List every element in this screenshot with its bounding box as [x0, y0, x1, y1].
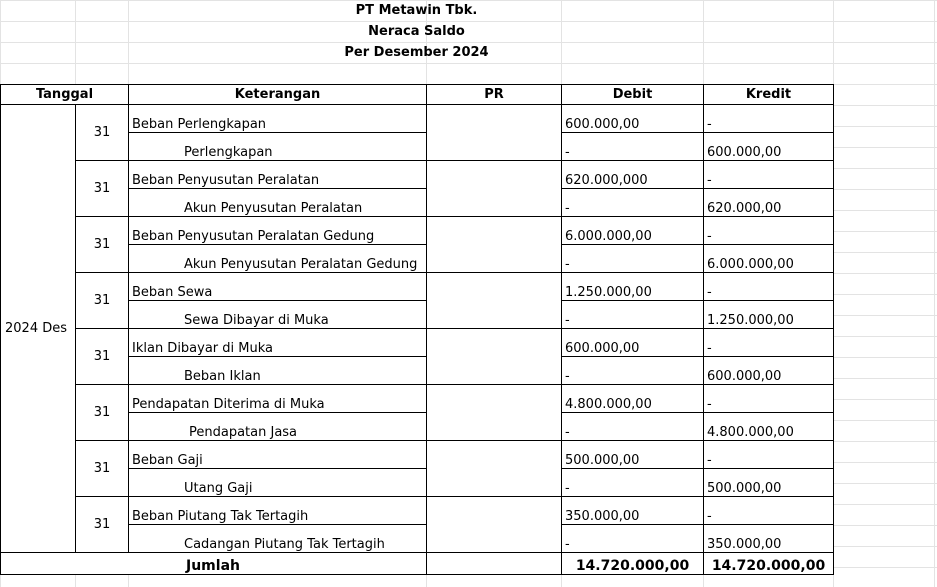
pr-cell[interactable]	[427, 161, 562, 217]
credit-amount-cell[interactable]: 600.000,00	[704, 133, 834, 161]
report-title: Neraca Saldo	[368, 24, 465, 39]
debit-blank-cell[interactable]: -	[562, 189, 704, 217]
debit-amount-cell[interactable]: 600.000,00	[562, 329, 704, 357]
credit-account-cell[interactable]: Akun Penyusutan Peralatan Gedung	[129, 245, 427, 273]
credit-amount-cell[interactable]: 620.000,00	[704, 189, 834, 217]
debit-account-cell[interactable]: Pendapatan Diterima di Muka	[129, 385, 427, 413]
credit-blank-cell[interactable]: -	[704, 329, 834, 357]
credit-account-cell[interactable]: Beban Iklan	[129, 357, 427, 385]
credit-amount-cell[interactable]: 600.000,00	[704, 357, 834, 385]
total-row	[1, 553, 834, 575]
pr-cell[interactable]	[427, 441, 562, 497]
journal-debit-row	[1, 161, 834, 189]
pr-cell[interactable]	[427, 497, 562, 553]
credit-blank-cell[interactable]: -	[704, 105, 834, 133]
debit-account-cell[interactable]: Beban Gaji	[129, 441, 427, 469]
journal-debit-row	[1, 441, 834, 469]
credit-amount-cell[interactable]: 6.000.000,00	[704, 245, 834, 273]
column-header-debit[interactable]: Debit	[562, 85, 704, 105]
table-header-row	[1, 85, 834, 105]
day-cell[interactable]: 31	[76, 497, 129, 553]
credit-account-cell[interactable]: Akun Penyusutan Peralatan	[129, 189, 427, 217]
debit-account-cell[interactable]: Beban Sewa	[129, 273, 427, 301]
day-cell[interactable]: 31	[76, 385, 129, 441]
total-label-cell[interactable]: Jumlah	[1, 553, 427, 575]
day-cell[interactable]: 31	[76, 161, 129, 217]
debit-blank-cell[interactable]: -	[562, 245, 704, 273]
credit-amount-cell[interactable]: 1.250.000,00	[704, 301, 834, 329]
credit-amount-cell[interactable]: 4.800.000,00	[704, 413, 834, 441]
day-cell[interactable]: 31	[76, 273, 129, 329]
credit-blank-cell[interactable]: -	[704, 385, 834, 413]
debit-amount-cell[interactable]: 500.000,00	[562, 441, 704, 469]
company-title: PT Metawin Tbk.	[355, 3, 478, 18]
credit-blank-cell[interactable]: -	[704, 497, 834, 525]
day-cell[interactable]: 31	[76, 105, 129, 161]
pr-cell[interactable]	[427, 329, 562, 385]
journal-debit-row	[1, 273, 834, 301]
column-header-pr[interactable]: PR	[427, 85, 562, 105]
credit-account-cell[interactable]: Pendapatan Jasa	[129, 413, 427, 441]
pr-cell[interactable]	[427, 273, 562, 329]
credit-blank-cell[interactable]: -	[704, 441, 834, 469]
column-header-kredit[interactable]: Kredit	[704, 85, 834, 105]
debit-amount-cell[interactable]: 6.000.000,00	[562, 217, 704, 245]
debit-blank-cell[interactable]: -	[562, 525, 704, 553]
credit-blank-cell[interactable]: -	[704, 217, 834, 245]
credit-blank-cell[interactable]: -	[704, 273, 834, 301]
column-header-keterangan[interactable]: Keterangan	[129, 85, 427, 105]
credit-account-cell[interactable]: Utang Gaji	[129, 469, 427, 497]
debit-account-cell[interactable]: Iklan Dibayar di Muka	[129, 329, 427, 357]
date-cell[interactable]: 2024 Des	[1, 105, 76, 553]
trial-balance-table	[0, 84, 834, 575]
journal-debit-row	[1, 329, 834, 357]
pr-cell[interactable]	[427, 385, 562, 441]
debit-blank-cell[interactable]: -	[562, 357, 704, 385]
total-credit-cell[interactable]: 14.720.000,00	[704, 553, 834, 575]
credit-amount-cell[interactable]: 350.000,00	[704, 525, 834, 553]
credit-account-cell[interactable]: Sewa Dibayar di Muka	[129, 301, 427, 329]
day-cell[interactable]: 31	[76, 441, 129, 497]
pr-cell[interactable]	[427, 105, 562, 161]
debit-blank-cell[interactable]: -	[562, 413, 704, 441]
journal-debit-row	[1, 217, 834, 245]
credit-blank-cell[interactable]: -	[704, 161, 834, 189]
day-cell[interactable]: 31	[76, 217, 129, 273]
credit-account-cell[interactable]: Perlengkapan	[129, 133, 427, 161]
debit-account-cell[interactable]: Beban Penyusutan Peralatan	[129, 161, 427, 189]
grid-line	[934, 0, 935, 587]
total-debit-cell[interactable]: 14.720.000,00	[562, 553, 704, 575]
debit-amount-cell[interactable]: 4.800.000,00	[562, 385, 704, 413]
debit-amount-cell[interactable]: 1.250.000,00	[562, 273, 704, 301]
credit-amount-cell[interactable]: 500.000,00	[704, 469, 834, 497]
debit-account-cell[interactable]: Beban Penyusutan Peralatan Gedung	[129, 217, 427, 245]
credit-account-cell[interactable]: Cadangan Piutang Tak Tertagih	[129, 525, 427, 553]
column-header-tanggal[interactable]: Tanggal	[1, 85, 129, 105]
total-pr-cell[interactable]	[427, 553, 562, 575]
debit-blank-cell[interactable]: -	[562, 469, 704, 497]
debit-blank-cell[interactable]: -	[562, 133, 704, 161]
pr-cell[interactable]	[427, 217, 562, 273]
debit-amount-cell[interactable]: 600.000,00	[562, 105, 704, 133]
day-cell[interactable]: 31	[76, 329, 129, 385]
journal-debit-row	[1, 497, 834, 525]
debit-amount-cell[interactable]: 620.000,000	[562, 161, 704, 189]
debit-amount-cell[interactable]: 350.000,00	[562, 497, 704, 525]
report-period: Per Desember 2024	[344, 45, 489, 60]
debit-account-cell[interactable]: Beban Perlengkapan	[129, 105, 427, 133]
debit-account-cell[interactable]: Beban Piutang Tak Tertagih	[129, 497, 427, 525]
debit-blank-cell[interactable]: -	[562, 301, 704, 329]
journal-debit-row	[1, 105, 834, 133]
journal-debit-row	[1, 385, 834, 413]
